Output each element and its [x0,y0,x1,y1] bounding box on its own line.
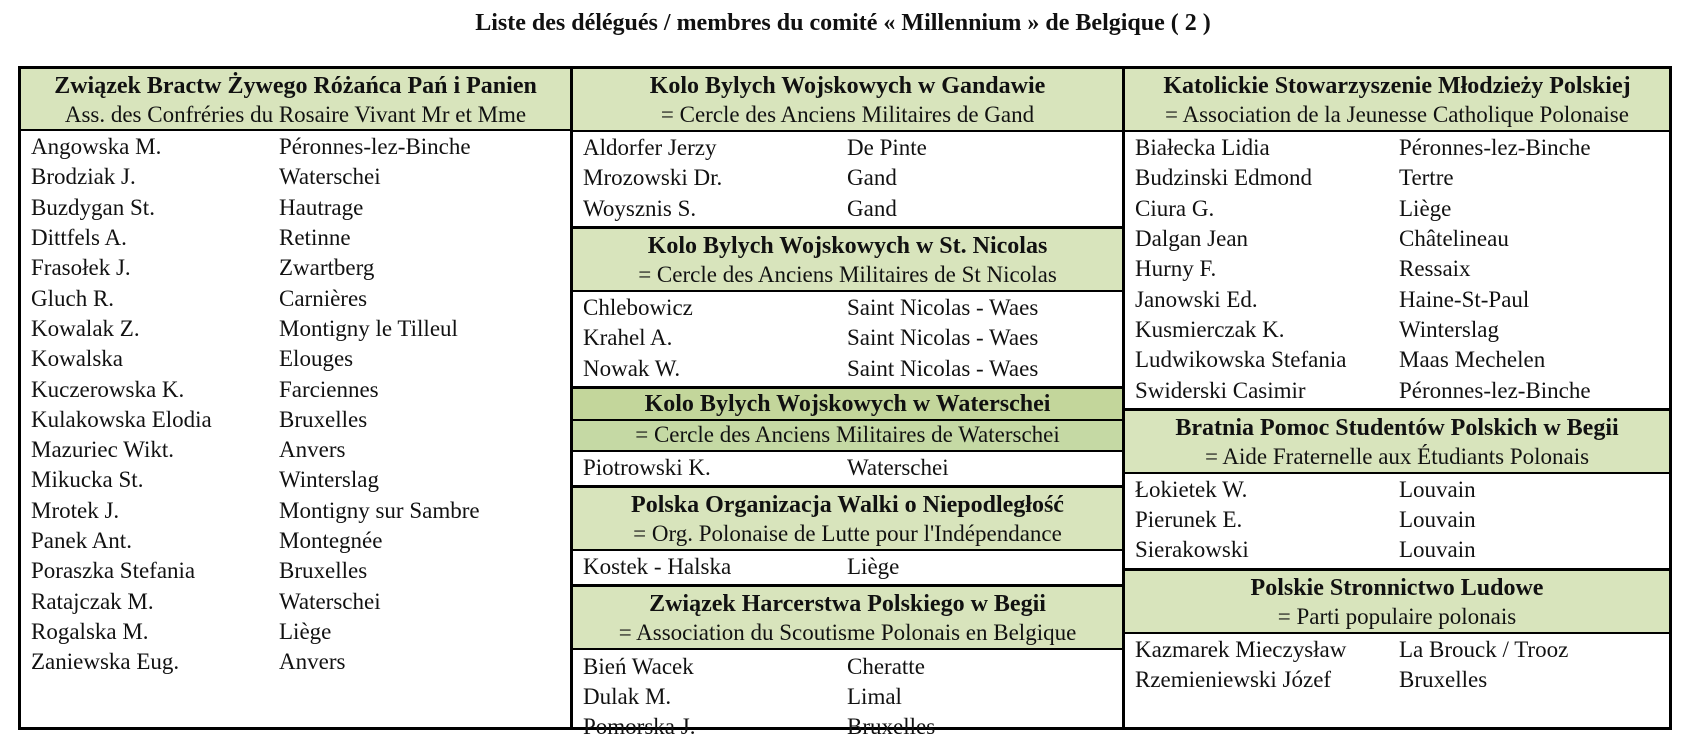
organization-section [573,584,1122,744]
organization-section [573,485,1122,584]
member-row [573,651,1122,681]
member-row [21,556,570,586]
member-place: Saint Nicolas - Waes [847,295,1039,321]
member-row [1125,254,1669,284]
member-place: Limal [847,683,902,709]
organization-section [1125,69,1669,408]
member-name: Mrotek J. [31,497,120,523]
member-name: Sierakowski [1135,537,1249,563]
heading-polish: Bratnia Pomoc Studentów Polskich w Begii [1175,414,1619,441]
member-row [573,353,1122,383]
member-name: Kuczerowska K. [31,376,185,402]
member-name: Zaniewska Eug. [31,649,180,675]
member-row [573,293,1122,323]
member-place: Bruxelles [279,558,368,584]
member-row [21,526,570,556]
member-row [21,223,570,253]
member-row [1125,505,1669,535]
member-place: Louvain [1399,476,1476,502]
member-name: Bień Wacek [583,653,694,679]
member-name: Ludwikowska Stefania [1135,347,1347,373]
member-name: Dalgan Jean [1135,226,1249,252]
member-place: Hautrage [279,194,364,220]
member-place: Bruxelles [279,406,368,432]
member-name: Mikucka St. [31,467,144,493]
member-place: Winterslag [1399,316,1499,342]
member-row [573,194,1122,224]
member-place: Waterschei [279,588,381,614]
member-row [1125,224,1669,254]
member-place: Gand [847,165,897,191]
member-list [573,551,1122,584]
section-heading [573,389,1122,452]
section-heading [1125,571,1669,634]
member-place: Tertre [1399,165,1454,191]
member-name: Kusmierczak K. [1135,316,1285,342]
member-name: Białecka Lidia [1135,135,1270,161]
member-place: Waterschei [847,454,949,480]
member-row [21,344,570,374]
member-name: Poraszka Stefania [31,558,196,584]
heading-french: = Cercle des Anciens Militaires de St Nicolas [638,261,1057,287]
section-heading [573,587,1122,650]
member-name: Piotrowski K. [583,454,711,480]
member-name: Woysznis S. [583,195,697,221]
heading-polish: Polskie Stronnictwo Ludowe [1250,574,1544,601]
member-name: Panek Ant. [31,528,132,553]
heading-polish: Kolo Bylych Wojskowych w Gandawie [649,73,1046,99]
member-row [573,453,1122,483]
section-heading [573,69,1122,132]
member-name: Brodziak J. [31,164,136,190]
member-row [1125,635,1669,665]
member-place: Haine-St-Paul [1399,286,1530,312]
member-name: Janowski Ed. [1135,286,1258,312]
heading-polish: Kolo Bylych Wojskowych w Waterschei [573,389,1122,421]
member-place: Saint Nicolas - Waes [847,355,1039,381]
member-row [21,283,570,313]
member-row [1125,315,1669,345]
heading-french: = Cercle des Anciens Militaires de Waterschei [635,421,1060,447]
member-place: Péronnes-lez-Binche [279,134,471,160]
member-name: Gluch R. [31,285,115,311]
member-row [573,133,1122,163]
member-place: Péronnes-lez-Binche [1399,377,1591,403]
section-heading [573,229,1122,292]
organization-section [573,386,1122,485]
member-row [1125,375,1669,405]
member-row [573,682,1122,712]
heading-french: = Association du Scoutisme Polonais en Belgique [618,620,1077,646]
member-place: Cheratte [847,653,925,679]
member-place: Maas Mechelen [1399,347,1546,373]
member-name: Swiderski Casimir [1135,377,1306,403]
member-row [21,617,570,647]
member-list [1125,634,1669,698]
member-list [1125,132,1669,408]
member-name: Rzemieniewski Józef [1135,667,1332,692]
member-place: Gand [847,195,897,221]
member-list [1125,474,1669,568]
heading-french: = Association de la Jeunesse Catholique Polonaise [1165,102,1629,127]
member-name: Pierunek E. [1135,507,1243,533]
member-place: Carnières [279,285,368,311]
member-name: Ciura G. [1135,195,1215,221]
member-name: Kazmarek Mieczysław [1135,636,1347,662]
member-name: Kostek - Halska [583,554,732,580]
heading-french: = Aide Fraternelle aux Étudiants Polonais [1204,443,1590,469]
section-heading [21,69,570,131]
member-place: De Pinte [847,135,927,161]
member-name: Kulakowska Elodia [31,406,212,432]
member-name: Mrozowski Dr. [583,165,723,191]
member-row [21,405,570,435]
member-place: Elouges [279,346,354,372]
member-row [21,132,570,162]
member-place: Farciennes [279,376,379,402]
member-list [573,650,1122,744]
member-name: Frasołek J. [31,255,131,281]
heading-french: Ass. des Confréries du Rosaire Vivant Mr et Mme [64,102,527,127]
member-name: Hurny F. [1135,256,1217,282]
heading-polish: Kolo Bylych Wojskowych w St. Nicolas [647,232,1048,259]
member-name: Kowalak Z. [31,315,140,341]
member-row [1125,345,1669,375]
member-list [573,132,1122,226]
member-row [573,163,1122,193]
heading-polish: Katolickie Stowarzyszenie Młodzieży Polskiej [1163,73,1631,99]
member-row [21,465,570,495]
heading-french: = Cercle des Anciens Militaires de Gand [660,102,1035,127]
member-name: Aldorfer Jerzy [583,135,717,161]
member-row [1125,535,1669,565]
member-place: Anvers [279,437,346,463]
member-name: Budzinski Edmond [1135,165,1312,191]
page-title: Liste des délégués / membres du comité « Millennium » de Belgique ( 2 ) [475,10,1211,36]
member-place: Retinne [279,225,351,251]
member-row [21,253,570,283]
member-row [573,323,1122,353]
member-row [21,586,570,616]
committee-table [18,66,1672,740]
organization-section [1125,568,1669,727]
member-name: Pomorska J. [583,714,696,740]
member-row [21,193,570,223]
member-row [573,712,1122,742]
member-name: Dittfels A. [31,225,127,251]
heading-french: = Org. Polonaise de Lutte pour l'Indépendance [633,521,1062,547]
member-row [573,552,1122,582]
member-row [1125,133,1669,163]
member-place: La Brouck / Trooz [1399,636,1569,662]
member-place: Anvers [279,649,346,675]
member-place: Péronnes-lez-Binche [1399,135,1591,161]
organization-section [573,226,1122,386]
member-name: Mazuriec Wikt. [31,437,174,463]
member-place: Winterslag [279,467,379,493]
organization-section [21,69,570,727]
member-row [1125,475,1669,505]
member-row [1125,163,1669,193]
member-place: Liège [279,618,332,644]
member-name: Nowak W. [583,355,681,381]
organization-section [1125,408,1669,568]
member-row [21,435,570,465]
member-row [21,647,570,677]
member-place: Montegnée [279,528,383,553]
member-row [1125,194,1669,224]
member-place: Liège [1399,195,1452,221]
member-place: Zwartberg [279,255,375,281]
member-name: Ratajczak M. [31,588,154,614]
column-2 [573,69,1125,740]
section-heading [573,488,1122,551]
member-place: Montigny sur Sambre [279,497,480,523]
member-name: Rogalska M. [31,618,149,644]
member-name: Dulak M. [583,683,672,709]
member-place: Liège [847,554,900,580]
member-row [21,314,570,344]
heading-polish: Polska Organizacja Walki o Niepodległość [631,492,1064,519]
section-heading [1125,411,1669,474]
member-name: Kowalska [31,346,123,372]
member-name: Krahel A. [583,325,673,351]
member-list [573,452,1122,485]
member-row [21,496,570,526]
member-place: Louvain [1399,507,1476,533]
member-place: Bruxelles [847,714,936,740]
member-row [1125,665,1669,695]
organization-section [573,69,1122,226]
column-1 [21,69,573,727]
column-3 [1125,69,1669,727]
member-place: Louvain [1399,537,1476,563]
member-place: Châtelineau [1399,226,1509,252]
member-row [21,374,570,404]
member-list [21,131,570,679]
heading-french: = Parti populaire polonais [1277,603,1517,629]
member-place: Saint Nicolas - Waes [847,325,1039,351]
member-name: Chlebowicz [583,295,693,321]
member-place: Ressaix [1399,256,1471,282]
member-name: Angowska M. [31,134,162,160]
member-name: Łokietek W. [1135,476,1248,502]
member-place: Montigny le Tilleul [279,315,458,341]
member-place: Bruxelles [1399,667,1488,692]
member-place: Waterschei [279,164,381,190]
member-row [21,162,570,192]
heading-polish: Związek Harcerstwa Polskiego w Begii [649,591,1046,618]
section-heading [1125,69,1669,132]
member-list [573,292,1122,386]
member-name: Buzdygan St. [31,194,155,220]
heading-polish: Związek Bractw Żywego Różańca Pań i Panien [54,73,537,99]
member-row [1125,284,1669,314]
